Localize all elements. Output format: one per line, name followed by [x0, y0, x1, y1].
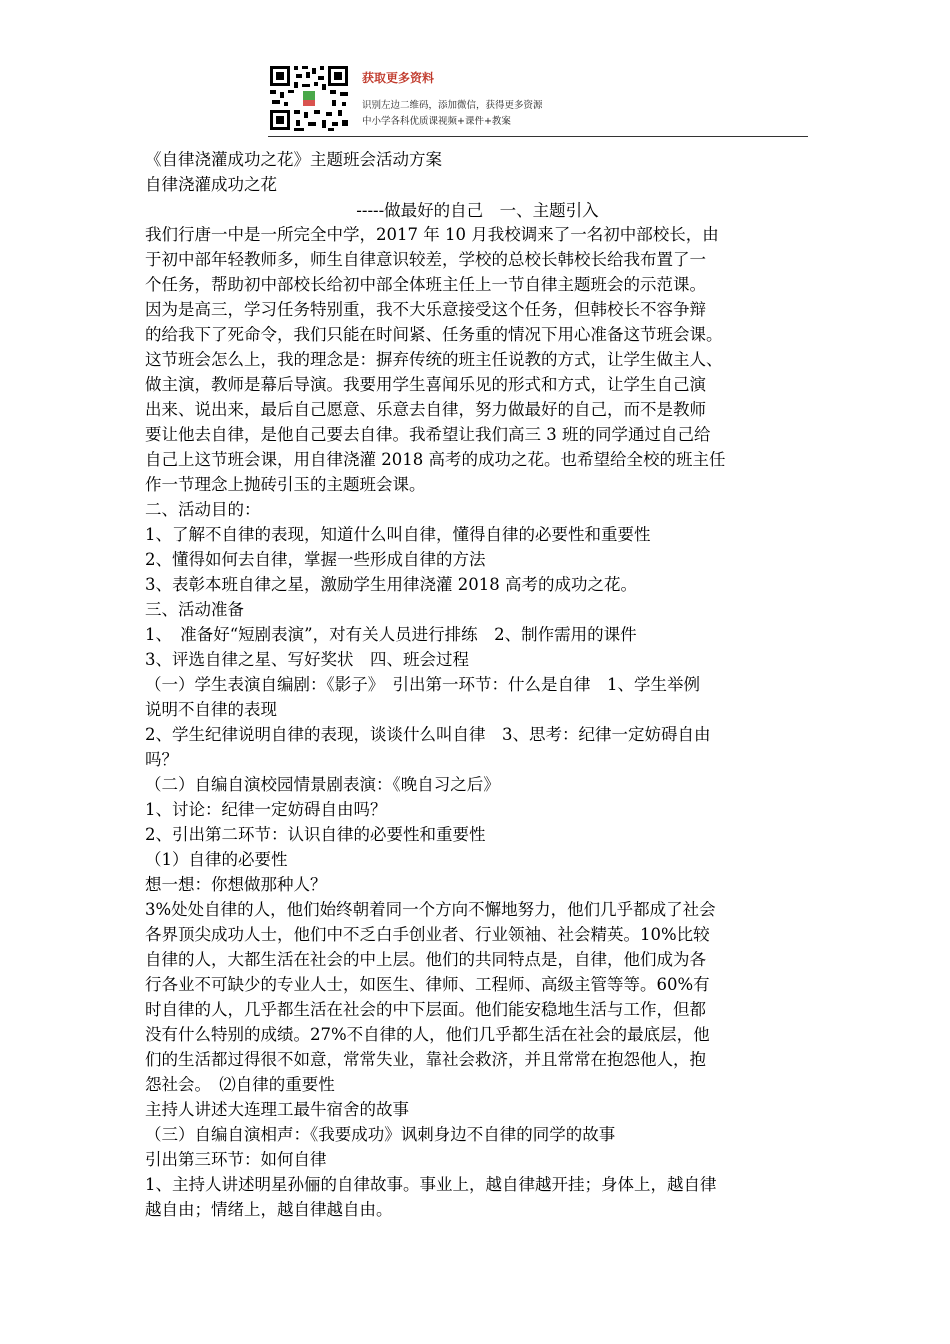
- header-divider: [268, 136, 808, 137]
- paragraph-line: 自己上这节班会课，用自律浇灌 2018 高考的成功之花。也希望给全校的班主任: [145, 450, 726, 469]
- paragraph-line: 行各业不可缺少的专业人士，如医生、律师、工程师、高级主管等等。60%有: [145, 975, 710, 994]
- promo-header: [268, 64, 808, 144]
- list-item: 2、引出第二环节：认识自律的必要性和重要性: [145, 825, 486, 844]
- paragraph-line: 2、学生纪律说明自律的表现，谈谈什么叫自律 3、思考：纪律一定妨碍自由: [145, 725, 711, 744]
- paragraph-line: 作一节理念上抛砖引玉的主题班会课。: [145, 475, 426, 494]
- paragraph-line: 引出第三环节：如何自律: [145, 1150, 327, 1169]
- paragraph-line: 说明不自律的表现: [145, 700, 277, 719]
- doc-motto: -----做最好的自己 一、主题引入: [356, 201, 599, 220]
- paragraph-line: 各界顶尖成功人士，他们中不乏白手创业者、行业领袖、社会精英。10%比较: [145, 925, 710, 944]
- doc-subtitle: 自律浇灌成功之花: [145, 175, 277, 194]
- promo-line-1: 识别左边二维码，添加微信，获得更多资源: [362, 100, 543, 111]
- paragraph-line: 主持人讲述大连理工最牛宿舍的故事: [145, 1100, 409, 1119]
- doc-title: 《自律浇灌成功之花》主题班会活动方案: [145, 150, 442, 169]
- list-item: 3、评选自律之星、写好奖状 四、班会过程: [145, 650, 469, 669]
- section-heading: 二、活动目的：: [145, 500, 261, 519]
- paragraph-line: 做主演，教师是幕后导演。我要用学生喜闻乐见的形式和方式，让学生自己演: [145, 375, 706, 394]
- paragraph-line: 我们行唐一中是一所完全中学，2017 年 10 月我校调来了一名初中部校长，由: [145, 225, 719, 244]
- list-item: 1、讨论：纪律一定妨碍自由吗？: [145, 800, 387, 819]
- list-item: 1、了解不自律的表现，知道什么叫自律，懂得自律的必要性和重要性: [145, 525, 651, 544]
- paragraph-line: 3%处处自律的人，他们始终朝着同一个方向不懈地努力，他们几乎都成了社会: [145, 900, 716, 919]
- paragraph-line: 怨社会。 ⑵自律的重要性: [145, 1075, 335, 1094]
- paragraph-line: （一）学生表演自编剧：《影子》 引出第一环节：什么是自律 1、学生举例: [145, 675, 700, 694]
- paragraph-line: （三）自编自演相声：《我要成功》讽刺身边不自律的同学的故事: [145, 1125, 616, 1144]
- promo-line-2: 中小学各科优质课视频+课件+教案: [362, 116, 511, 127]
- list-item: 2、懂得如何去自律，掌握一些形成自律的方法: [145, 550, 486, 569]
- section-heading: 三、活动准备: [145, 600, 244, 619]
- paragraph-line: 要让他去自律，是他自己要去自律。我希望让我们高三 3 班的同学通过自己给: [145, 425, 711, 444]
- paragraph-line: 个任务，帮助初中部校长给初中部全体班主任上一节自律主题班会的示范课。: [145, 275, 706, 294]
- paragraph-line: 自律的人，大都生活在社会的中上层。他们的共同特点是，自律，他们成为各: [145, 950, 706, 969]
- list-item: 3、表彰本班自律之星，激励学生用律浇灌 2018 高考的成功之花。: [145, 575, 637, 594]
- paragraph-line: 因为是高三，学习任务特别重，我不大乐意接受这个任务，但韩校长不容争辩: [145, 300, 706, 319]
- paragraph-line: 这节班会怎么上，我的理念是：摒弃传统的班主任说教的方式，让学生做主人、: [145, 350, 723, 369]
- qr-code-icon[interactable]: [268, 64, 350, 132]
- paragraph-line: 没有什么特别的成绩。27%不自律的人，他们几乎都生活在社会的最底层，他: [145, 1025, 710, 1044]
- paragraph-line: 时自律的人，几乎都生活在社会的中下层面。他们能安稳地生活与工作，但都: [145, 1000, 706, 1019]
- list-item: 1、 准备好“短剧表演”，对有关人员进行排练 2、制作需用的课件: [145, 625, 637, 644]
- paragraph-line: 于初中部年轻教师多，师生自律意识较差，学校的总校长韩校长给我布置了一: [145, 250, 706, 269]
- paragraph-line: 越自由；情绪上，越自律越自由。: [145, 1200, 393, 1219]
- paragraph-line: 1、主持人讲述明星孙俪的自律故事。事业上，越自律越开挂；身体上，越自律: [145, 1175, 717, 1194]
- promo-title: 获取更多资料: [362, 71, 435, 85]
- paragraph-line: 想一想：你想做那种人？: [145, 875, 327, 894]
- paragraph-line: 的给我下了死命令，我们只能在时间紧、任务重的情况下用心准备这节班会课。: [145, 325, 723, 344]
- paragraph-line: 吗？: [145, 750, 178, 769]
- paragraph-line: 们的生活都过得很不如意，常常失业，靠社会救济，并且常常在抱怨他人，抱: [145, 1050, 706, 1069]
- paragraph-line: （二）自编自演校园情景剧表演：《晚自习之后》: [145, 775, 500, 794]
- paragraph-line: 出来、说出来，最后自己愿意、乐意去自律，努力做最好的自己，而不是教师: [145, 400, 706, 419]
- subsection-heading: （1）自律的必要性: [145, 850, 288, 869]
